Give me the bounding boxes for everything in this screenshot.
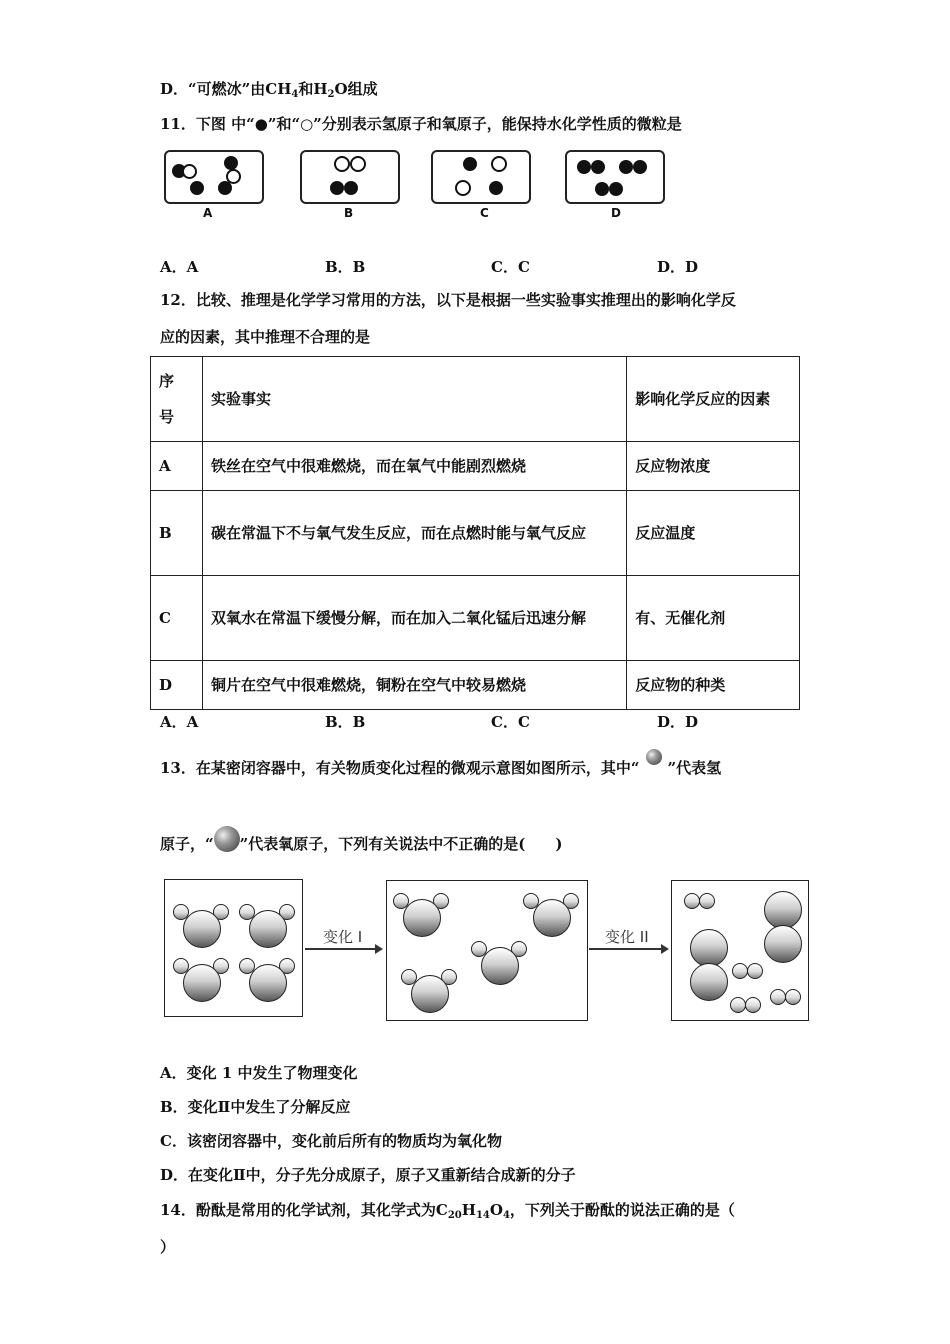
hydrogen-atom — [344, 181, 358, 195]
hydrogen-atom — [699, 893, 715, 909]
row-fact: 碳在常温下不与氧气发生反应，而在点燃时能与氧气反应 — [202, 491, 626, 576]
q12-option-a[interactable]: A．A — [160, 713, 199, 731]
header-factor: 影响化学反应的因素 — [627, 357, 800, 442]
row-factor: 反应物的种类 — [627, 661, 800, 710]
hydrogen-atom — [489, 181, 503, 195]
q13-option-b[interactable]: B．变化Ⅱ中发生了分解反应 — [160, 1098, 351, 1116]
hydrogen-atom — [684, 893, 700, 909]
q11-option-b[interactable]: B．B — [325, 258, 366, 276]
q11-option-d[interactable]: D．D — [657, 258, 699, 276]
q11-figure-label-a: A — [203, 206, 213, 220]
q11-option-a[interactable]: A．A — [160, 258, 199, 276]
oxygen-atom — [455, 180, 471, 196]
oxygen-atom — [491, 156, 507, 172]
q13-option-c[interactable]: C．该密闭容器中，变化前后所有的物质均为氧化物 — [160, 1132, 502, 1150]
oxygen-atom — [764, 891, 802, 929]
table-row — [151, 442, 800, 491]
hydrogen-legend-icon — [646, 749, 662, 765]
change-2-arrow — [589, 948, 667, 950]
oxygen-atom — [334, 156, 350, 172]
hydrogen-atom — [591, 160, 605, 174]
oxygen-atom — [350, 156, 366, 172]
row-seq: C — [151, 576, 203, 661]
hydrogen-atom — [730, 997, 746, 1013]
q12-table — [150, 356, 800, 710]
q14-stem-line2: ） — [160, 1238, 176, 1256]
table-row — [151, 576, 800, 661]
oxygen-legend-icon — [214, 826, 240, 852]
oxygen-atom — [533, 899, 571, 937]
row-seq: D — [151, 661, 203, 710]
oxygen-atom — [403, 899, 441, 937]
q11-stem: 11．下图 中“●”和“○”分别表示氢原子和氧原子，能保持水化学性质的微粒是 — [160, 115, 682, 133]
change-2-label: 变化 II — [605, 928, 649, 946]
hydrogen-atom — [747, 963, 763, 979]
header-seq: 序 号 — [151, 357, 203, 442]
hydrogen-atom — [785, 989, 801, 1005]
q13-stem-line1: 13．在某密闭容器中，有关物质变化过程的微观示意图如图所示，其中“ ”代表氢 — [160, 757, 721, 778]
q12-option-c[interactable]: C．C — [491, 713, 530, 731]
row-seq: A — [151, 442, 203, 491]
q11-box-c — [431, 150, 531, 204]
row-factor: 有、无催化剂 — [627, 576, 800, 661]
hydrogen-atom — [732, 963, 748, 979]
table-row — [151, 661, 800, 710]
oxygen-atom — [690, 929, 728, 967]
hydrogen-atom — [224, 156, 238, 170]
q11-box-a — [164, 150, 264, 204]
q11-box-d — [565, 150, 665, 204]
table-header-row — [151, 357, 800, 442]
q13-scene-before — [164, 879, 303, 1017]
row-fact: 铁丝在空气中很难燃烧，而在氧气中能剧烈燃烧 — [202, 442, 626, 491]
hydrogen-atom — [595, 182, 609, 196]
oxygen-atom — [481, 947, 519, 985]
q12-option-d[interactable]: D．D — [657, 713, 699, 731]
hydrogen-atom — [330, 181, 344, 195]
q12-option-b[interactable]: B．B — [325, 713, 366, 731]
q11-figure-label-d: D — [611, 206, 621, 220]
oxygen-atom — [690, 963, 728, 1001]
q11-figure-label-b: B — [344, 206, 354, 220]
hydrogen-atom — [609, 182, 623, 196]
oxygen-atom — [249, 910, 287, 948]
hydrogen-atom — [463, 157, 477, 171]
oxygen-atom — [764, 925, 802, 963]
q14-stem-line1: 14．酚酞是常用的化学试剂，其化学式为$C_{20}H_{14}O_4$，下列关于酚酞的说法正确的是（ — [160, 1201, 735, 1221]
table-row — [151, 491, 800, 576]
row-seq: B — [151, 491, 203, 576]
q12-stem-line1: 12．比较、推理是化学学习常用的方法，以下是根据一些实验事实推理出的影响化学反 — [160, 291, 736, 309]
hydrogen-atom — [745, 997, 761, 1013]
row-factor: 反应温度 — [627, 491, 800, 576]
oxygen-atom — [183, 964, 221, 1002]
hydrogen-atom — [190, 181, 204, 195]
q13-option-a[interactable]: A．变化 1 中发生了物理变化 — [160, 1064, 358, 1082]
hydrogen-atom — [770, 989, 786, 1005]
header-fact: 实验事实 — [202, 357, 626, 442]
q13-scene-middle — [386, 880, 588, 1021]
hydrogen-atom — [619, 160, 633, 174]
q11-option-c[interactable]: C．C — [491, 258, 530, 276]
change-1-label: 变化 I — [323, 928, 363, 946]
q11-box-b — [300, 150, 400, 204]
change-1-arrow — [305, 948, 381, 950]
q10-option-d: D．“可燃冰”由$CH_4$和$H_2O$组成 — [160, 80, 378, 100]
hydrogen-atom — [577, 160, 591, 174]
row-factor: 反应物浓度 — [627, 442, 800, 491]
q13-stem-line2: 原子，“ ”代表氧原子，下列有关说法中不正确的是( ) — [160, 832, 562, 858]
q11-figure-label-c: C — [480, 206, 489, 220]
oxygen-atom — [249, 964, 287, 1002]
row-fact: 双氧水在常温下缓慢分解，而在加入二氧化锰后迅速分解 — [202, 576, 626, 661]
hydrogen-atom — [633, 160, 647, 174]
row-fact: 铜片在空气中很难燃烧，铜粉在空气中较易燃烧 — [202, 661, 626, 710]
q13-option-d[interactable]: D．在变化Ⅱ中，分子先分成原子，原子又重新结合成新的分子 — [160, 1166, 576, 1184]
q12-stem-line2: 应的因素，其中推理不合理的是 — [160, 328, 371, 346]
oxygen-atom — [411, 975, 449, 1013]
oxygen-atom — [183, 910, 221, 948]
oxygen-atom — [182, 164, 197, 179]
hydrogen-atom — [218, 181, 232, 195]
q13-scene-after — [671, 880, 809, 1021]
